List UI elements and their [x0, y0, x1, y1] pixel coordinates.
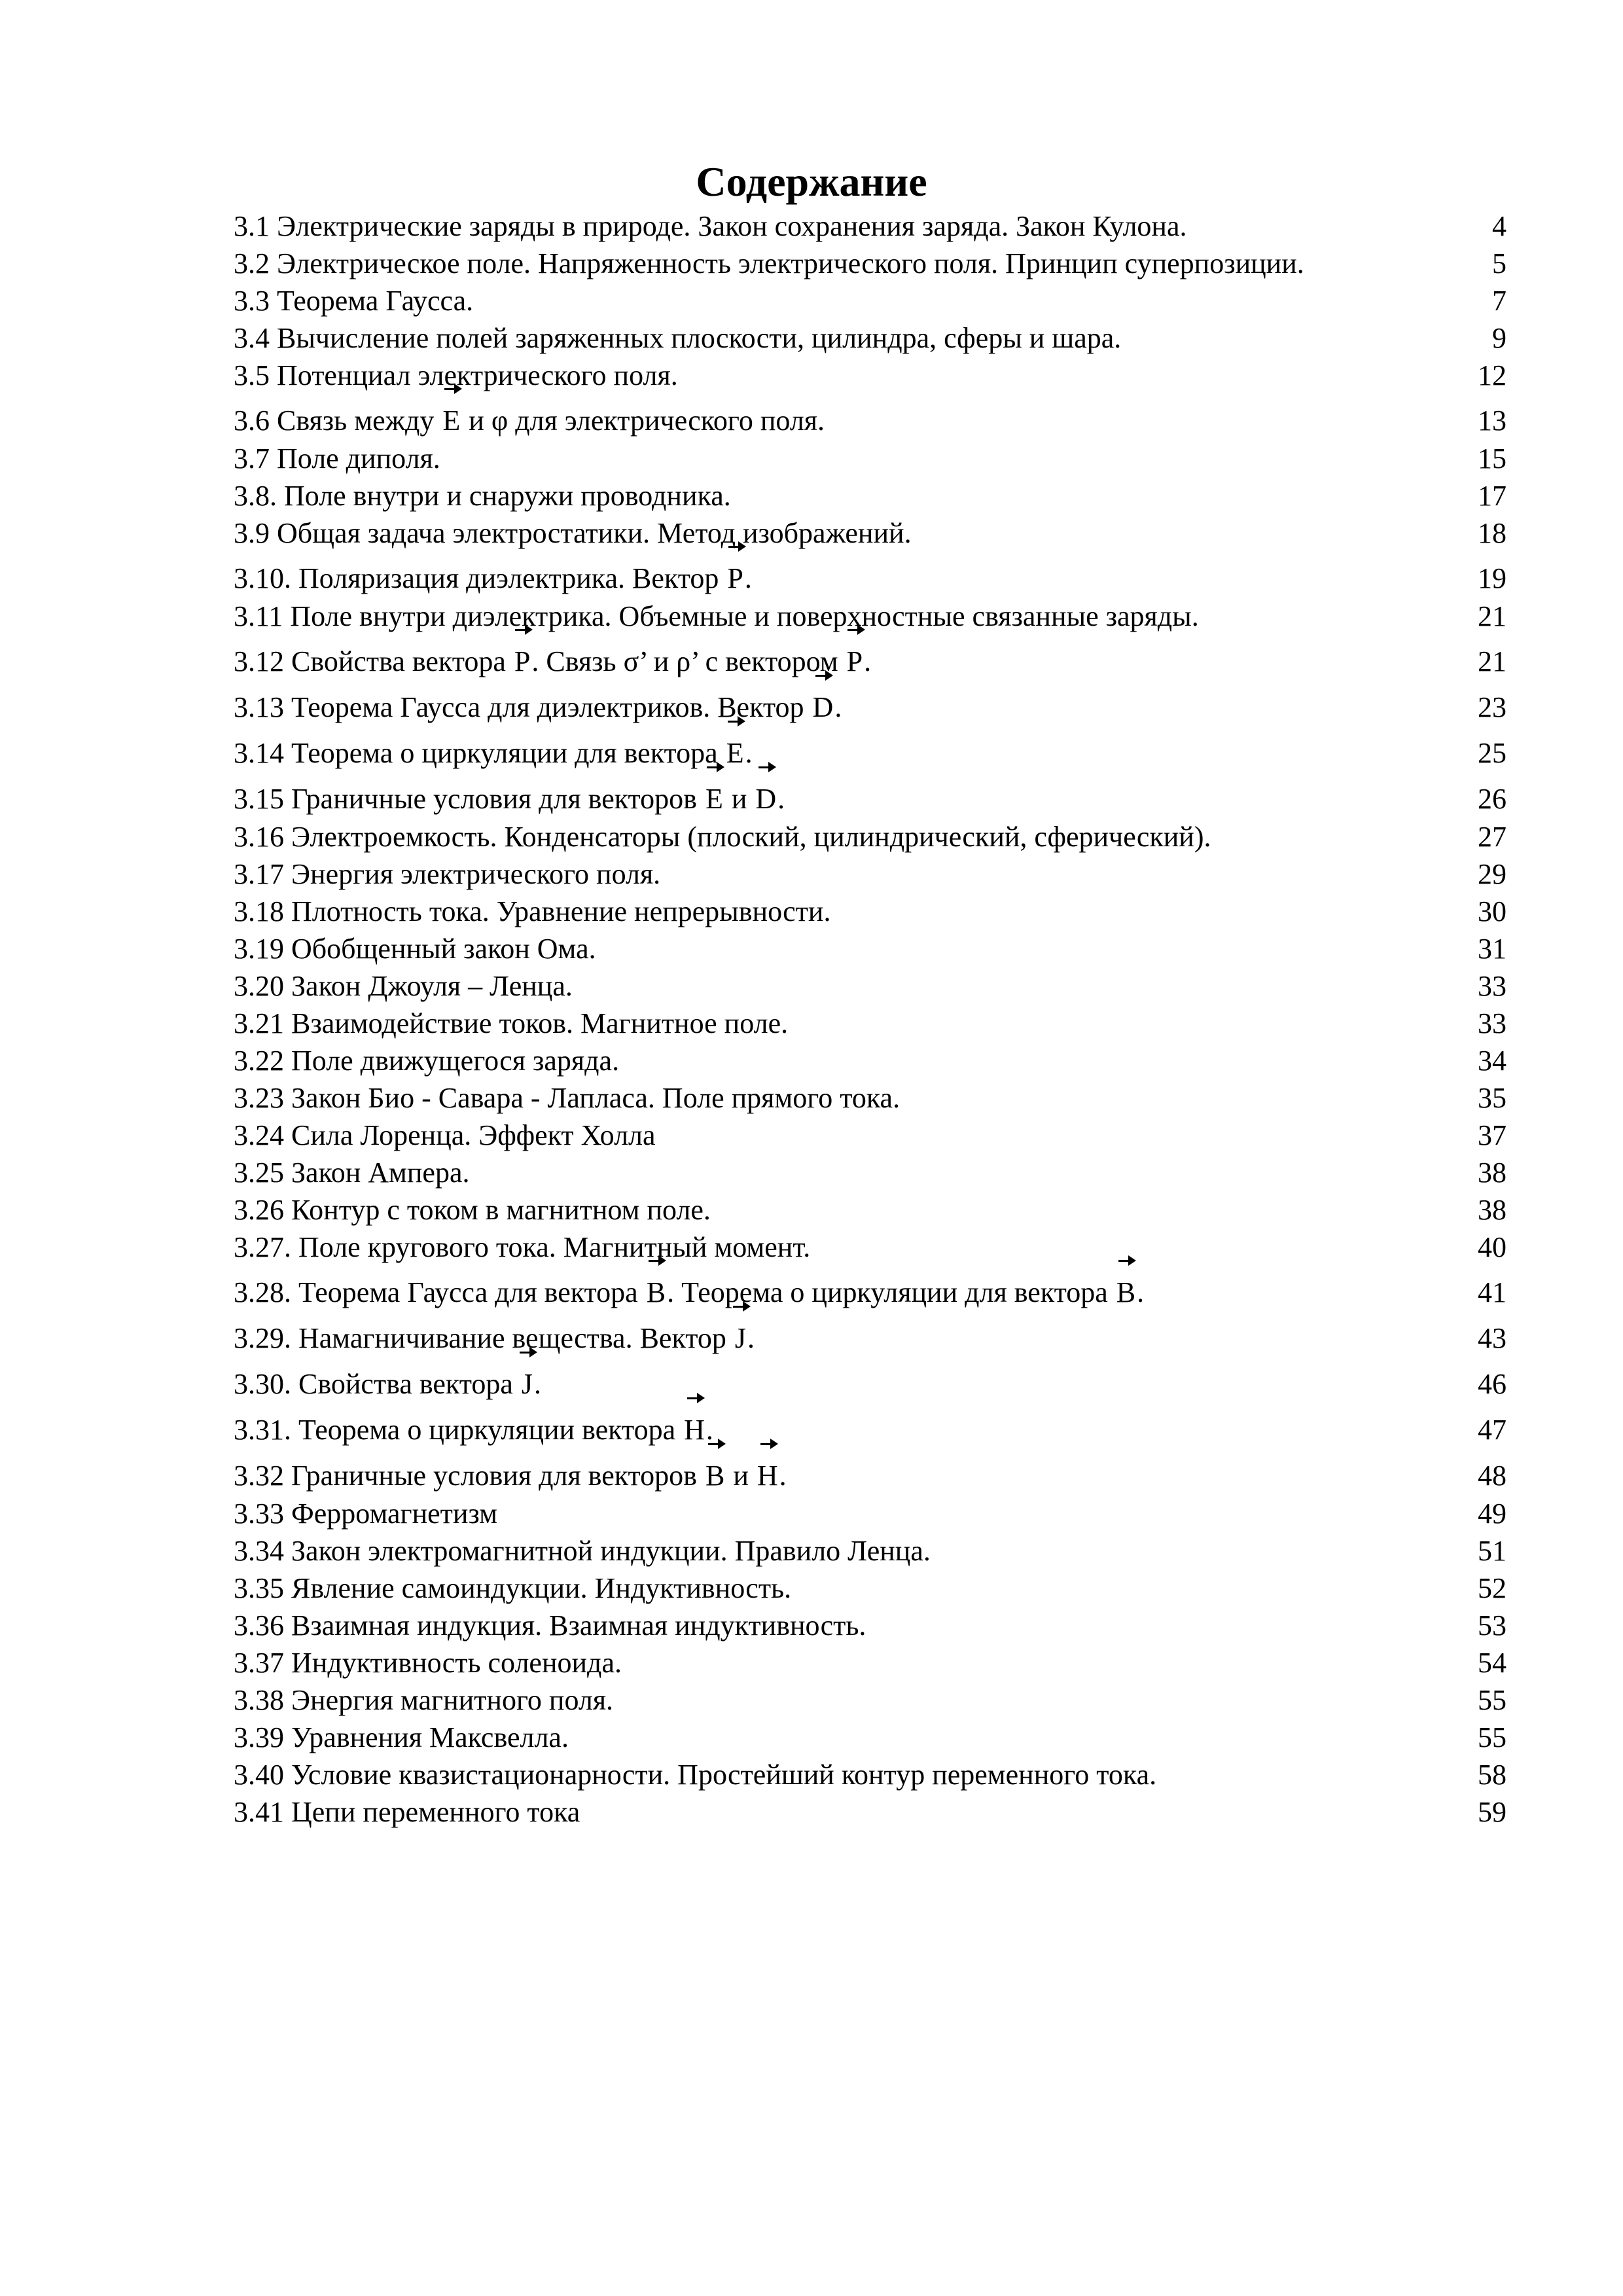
toc-entry — [234, 1042, 1507, 1079]
toc-entry — [234, 1449, 1507, 1495]
vector-symbol: D — [754, 772, 777, 826]
toc-entry-page: 33 — [1478, 1007, 1507, 1039]
toc-entry-title: 3.33 Ферромагнетизм — [234, 1498, 498, 1530]
toc-entry — [234, 1681, 1507, 1719]
toc-entry — [234, 1644, 1507, 1681]
toc-entry-page: 38 — [1478, 1157, 1507, 1189]
vector-symbol: B — [704, 1449, 726, 1503]
vector-symbol: E — [725, 726, 745, 780]
vector-symbol: B — [1115, 1266, 1137, 1319]
toc-entry-page: 59 — [1478, 1796, 1507, 1828]
toc-entry — [234, 1005, 1507, 1042]
toc-entry-title: 3.16 Электроемкость. Конденсаторы (плоский, цилиндрический, сферический). — [234, 821, 1211, 853]
toc-entry-page: 13 — [1478, 404, 1507, 437]
toc-entry-title: 3.6 Связь между E и φ для электрического поля. — [234, 394, 825, 448]
toc-entry-title: 3.21 Взаимодействие токов. Магнитное поле. — [234, 1007, 789, 1039]
toc-entry-page: 53 — [1478, 1609, 1507, 1641]
vector-symbol: E — [441, 394, 461, 448]
toc-entry-page: 55 — [1478, 1721, 1507, 1753]
table-of-contents — [234, 207, 1507, 1831]
toc-entry-title: 3.13 Теорема Гаусса для диэлектриков. Вектор D. — [234, 681, 842, 734]
toc-entry-title: 3.7 Поле диполя. — [234, 442, 440, 475]
toc-entry — [234, 1719, 1507, 1756]
toc-entry — [234, 394, 1507, 440]
vector-symbol: D — [812, 681, 835, 734]
vector-symbol: P — [726, 552, 744, 605]
toc-entry-page: 33 — [1478, 970, 1507, 1002]
toc-entry-title: 3.40 Условие квазистационарности. Простейший контур переменного тока. — [234, 1759, 1157, 1791]
toc-entry — [234, 477, 1507, 514]
toc-entry-title: 3.11 Поле внутри диэлектрика. Объемные и поверхностные связанные заряды. — [234, 600, 1199, 632]
toc-entry — [234, 967, 1507, 1005]
toc-entry — [234, 893, 1507, 930]
toc-entry — [234, 1403, 1507, 1449]
toc-entry-title: 3.15 Граничные условия для векторов E и D. — [234, 772, 785, 826]
toc-entry-title: 3.29. Намагничивание вещества. Вектор J. — [234, 1312, 755, 1365]
toc-entry-title: 3.28. Теорема Гаусса для вектора B. Теорема о циркуляции для вектора B. — [234, 1266, 1144, 1319]
toc-entry — [234, 1154, 1507, 1191]
toc-entry-title: 3.27. Поле кругового тока. Магнитный момент. — [234, 1231, 811, 1263]
toc-entry — [234, 319, 1507, 357]
toc-entry-title: 3.39 Уравнения Максвелла. — [234, 1721, 569, 1753]
toc-entry — [234, 1793, 1507, 1831]
toc-entry-title: 3.31. Теорема о циркуляции вектора H. — [234, 1403, 713, 1457]
toc-entry-title: 3.8. Поле внутри и снаружи проводника. — [234, 480, 731, 512]
toc-entry-page: 23 — [1478, 691, 1507, 723]
toc-entry-page: 26 — [1478, 783, 1507, 815]
toc-entry-title: 3.20 Закон Джоуля – Ленца. — [234, 970, 573, 1002]
toc-entry-page: 5 — [1492, 247, 1507, 279]
toc-entry-page: 49 — [1478, 1498, 1507, 1530]
toc-entry — [234, 1607, 1507, 1644]
toc-entry-page: 15 — [1478, 442, 1507, 475]
toc-entry-page: 30 — [1478, 895, 1507, 927]
toc-entry — [234, 1495, 1507, 1532]
toc-entry-title: 3.19 Обобщенный закон Ома. — [234, 933, 596, 965]
vector-symbol: J — [734, 1312, 747, 1365]
vector-symbol: P — [846, 635, 864, 689]
toc-entry-page: 9 — [1492, 322, 1507, 354]
toc-entry-title: 3.37 Индуктивность соленоида. — [234, 1647, 622, 1679]
toc-entry-page: 7 — [1492, 285, 1507, 317]
toc-entry — [234, 357, 1507, 394]
toc-entry-page: 31 — [1478, 933, 1507, 965]
toc-entry-page: 17 — [1478, 480, 1507, 512]
toc-entry-title: 3.30. Свойства вектора J. — [234, 1357, 541, 1411]
toc-entry — [234, 726, 1507, 772]
toc-entry-title: 3.17 Энергия электрического поля. — [234, 858, 661, 890]
toc-entry-title: 3.14 Теорема о циркуляции для вектора E. — [234, 726, 753, 780]
toc-entry — [234, 1756, 1507, 1793]
vector-symbol: B — [645, 1266, 667, 1319]
toc-entry — [234, 440, 1507, 477]
toc-entry-title: 3.5 Потенциал электрического поля. — [234, 359, 678, 391]
toc-entry-title: 3.18 Плотность тока. Уравнение непрерывности. — [234, 895, 831, 927]
toc-entry-title: 3.24 Сила Лоренца. Эффект Холла — [234, 1119, 656, 1151]
toc-entry — [234, 1570, 1507, 1607]
toc-entry — [234, 818, 1507, 855]
toc-entry — [234, 681, 1507, 726]
toc-entry — [234, 1357, 1507, 1403]
toc-entry — [234, 1191, 1507, 1229]
toc-entry-title: 3.3 Теорема Гаусса. — [234, 285, 474, 317]
toc-entry-title: 3.12 Свойства вектора P. Связь σ’ и ρ’ с вектором P. — [234, 635, 871, 689]
toc-entry — [234, 1312, 1507, 1357]
toc-entry-title: 3.36 Взаимная индукция. Взаимная индуктивность. — [234, 1609, 866, 1641]
toc-entry-page: 18 — [1478, 517, 1507, 549]
toc-entry-page: 25 — [1478, 737, 1507, 769]
toc-entry-page: 55 — [1478, 1684, 1507, 1716]
toc-entry-page: 47 — [1478, 1414, 1507, 1446]
toc-entry-title: 3.32 Граничные условия для векторов B и H. — [234, 1449, 787, 1503]
toc-entry-page: 58 — [1478, 1759, 1507, 1791]
toc-entry-page: 35 — [1478, 1082, 1507, 1114]
toc-entry-page: 52 — [1478, 1572, 1507, 1604]
toc-entry-page: 46 — [1478, 1368, 1507, 1400]
toc-entry — [234, 772, 1507, 818]
toc-entry — [234, 1266, 1507, 1312]
toc-entry-page: 38 — [1478, 1194, 1507, 1226]
toc-entry-page: 19 — [1478, 562, 1507, 594]
toc-entry-title: 3.9 Общая задача электростатики. Метод изображений. — [234, 517, 912, 549]
page-title: Содержание — [696, 158, 927, 205]
toc-entry — [234, 207, 1507, 245]
toc-entry-title: 3.1 Электрические заряды в природе. Закон сохранения заряда. Закон Кулона. — [234, 210, 1187, 242]
vector-symbol: P — [513, 635, 531, 689]
toc-entry-page: 34 — [1478, 1045, 1507, 1077]
toc-entry-page: 21 — [1478, 600, 1507, 632]
toc-entry — [234, 598, 1507, 635]
toc-entry-title: 3.26 Контур с током в магнитном поле. — [234, 1194, 711, 1226]
toc-entry-title: 3.2 Электрическое поле. Напряженность электрического поля. Принцип суперпозиции. — [234, 247, 1304, 279]
toc-entry — [234, 552, 1507, 598]
toc-entry — [234, 245, 1507, 282]
toc-entry-page: 4 — [1492, 210, 1507, 242]
toc-entry-page: 48 — [1478, 1460, 1507, 1492]
toc-entry-page: 54 — [1478, 1647, 1507, 1679]
toc-entry-page: 21 — [1478, 645, 1507, 677]
toc-entry — [234, 1532, 1507, 1570]
toc-entry-page: 40 — [1478, 1231, 1507, 1263]
toc-entry-page: 51 — [1478, 1535, 1507, 1567]
toc-entry — [234, 855, 1507, 893]
toc-entry-page: 27 — [1478, 821, 1507, 853]
toc-entry-title: 3.23 Закон Био - Савара - Лапласа. Поле прямого тока. — [234, 1082, 901, 1114]
toc-entry-title: 3.4 Вычисление полей заряженных плоскости, цилиндра, сферы и шара. — [234, 322, 1122, 354]
toc-entry-title: 3.38 Энергия магнитного поля. — [234, 1684, 614, 1716]
toc-entry — [234, 282, 1507, 319]
vector-symbol: E — [704, 772, 724, 826]
toc-entry-page: 29 — [1478, 858, 1507, 890]
toc-entry-page: 41 — [1478, 1276, 1507, 1308]
vector-symbol: H — [756, 1449, 779, 1503]
toc-entry-title: 3.25 Закон Ампера. — [234, 1157, 470, 1189]
toc-entry-page: 37 — [1478, 1119, 1507, 1151]
vector-symbol: H — [683, 1403, 706, 1457]
toc-entry-title: 3.35 Явление самоиндукции. Индуктивность. — [234, 1572, 792, 1604]
toc-entry — [234, 514, 1507, 552]
toc-entry — [234, 930, 1507, 967]
toc-entry-title: 3.34 Закон электромагнитной индукции. Правило Ленца. — [234, 1535, 931, 1567]
toc-entry-title: 3.41 Цепи переменного тока — [234, 1796, 580, 1828]
toc-entry-title: 3.22 Поле движущегося заряда. — [234, 1045, 620, 1077]
toc-entry — [234, 1117, 1507, 1154]
toc-entry — [234, 635, 1507, 681]
toc-entry-page: 12 — [1478, 359, 1507, 391]
toc-entry-page: 43 — [1478, 1322, 1507, 1354]
toc-entry-title: 3.10. Поляризация диэлектрика. Вектор P. — [234, 552, 752, 605]
vector-symbol: J — [520, 1357, 534, 1411]
toc-entry — [234, 1079, 1507, 1117]
toc-entry — [234, 1229, 1507, 1266]
